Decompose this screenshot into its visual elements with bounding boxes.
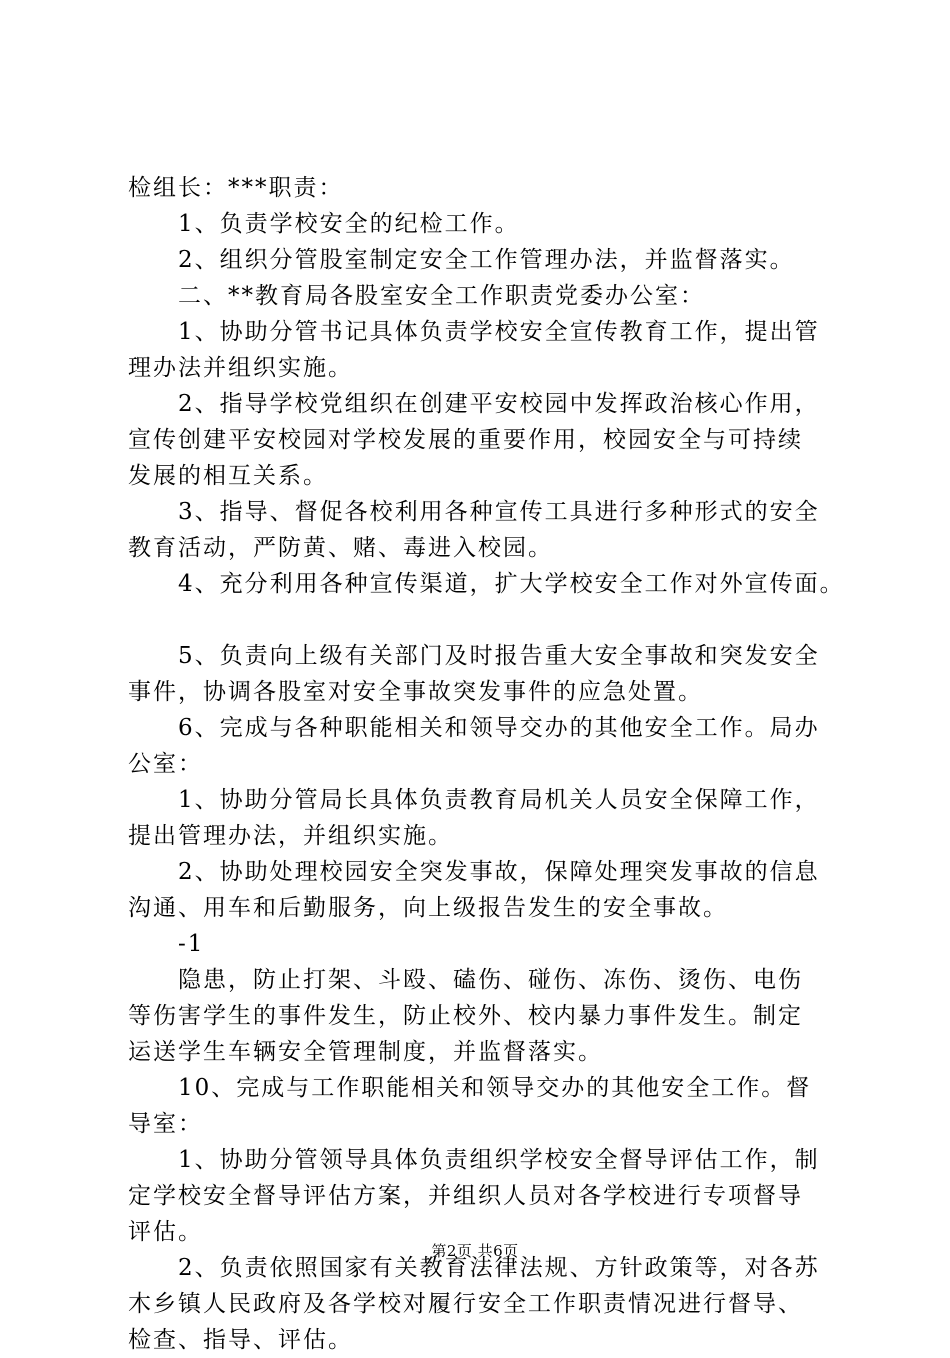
text-line: 运送学生车辆安全管理制度，并监督落实。 xyxy=(128,1039,603,1065)
text-line: 木乡镇人民政府及各学校对履行安全工作职责情况进行督导、 xyxy=(128,1291,803,1317)
document-body xyxy=(128,170,843,1358)
text-line: 导室： xyxy=(128,1111,203,1137)
text-line: 1、协助分管局长具体负责教育局机关人员安全保障工作， xyxy=(178,787,820,813)
text-line: 检组长：***职责： xyxy=(128,175,344,201)
page-marker: -1 xyxy=(178,931,205,957)
text-line: 理办法并组织实施。 xyxy=(128,355,353,381)
text-line: 2、协助处理校园安全突发事故，保障处理突发事故的信息 xyxy=(178,859,820,885)
section-heading: 二、**教育局各股室安全工作职责党委办公室： xyxy=(178,283,705,309)
text-line: 沟通、用车和后勤服务，向上级报告发生的安全事故。 xyxy=(128,895,728,921)
text-line: 5、负责向上级有关部门及时报告重大安全事故和突发安全 xyxy=(178,643,820,669)
text-line: 定学校安全督导评估方案，并组织人员对各学校进行专项督导 xyxy=(128,1183,803,1209)
text-line: 2、指导学校党组织在创建平安校园中发挥政治核心作用， xyxy=(178,391,820,417)
paragraph-gap xyxy=(128,602,843,638)
text-line: 教育活动，严防黄、赌、毒进入校园。 xyxy=(128,535,553,561)
text-line: 宣传创建平安校园对学校发展的重要作用，校园安全与可持续 xyxy=(128,427,803,453)
text-line: 1、负责学校安全的纪检工作。 xyxy=(178,211,520,237)
text-line: 等伤害学生的事件发生，防止校外、校内暴力事件发生。制定 xyxy=(128,1003,803,1029)
text-line: 公室： xyxy=(128,751,203,777)
text-line: 事件，协调各股室对安全事故突发事件的应急处置。 xyxy=(128,679,703,705)
text-line: 隐患，防止打架、斗殴、磕伤、碰伤、冻伤、烫伤、电伤 xyxy=(178,967,803,993)
text-line: 10、完成与工作职能相关和领导交办的其他安全工作。督 xyxy=(178,1075,812,1101)
text-line: 1、协助分管领导具体负责组织学校安全督导评估工作，制 xyxy=(178,1147,820,1173)
text-line: 1、协助分管书记具体负责学校安全宣传教育工作，提出管 xyxy=(178,319,820,345)
text-line: 2、负责依照国家有关教育法律法规、方针政策等，对各苏 xyxy=(178,1255,820,1281)
text-line: 发展的相互关系。 xyxy=(128,463,328,489)
page-footer: 第2页 共6页 xyxy=(431,1242,519,1260)
text-line: 6、完成与各种职能相关和领导交办的其他安全工作。局办 xyxy=(178,715,820,741)
text-line: 评估。 xyxy=(128,1219,203,1245)
text-line: 提出管理办法，并组织实施。 xyxy=(128,823,453,849)
text-line: 3、指导、督促各校利用各种宣传工具进行多种形式的安全 xyxy=(178,499,820,525)
text-line: 2、组织分管股室制定安全工作管理办法，并监督落实。 xyxy=(178,247,795,273)
text-line: 检查、指导、评估。 xyxy=(128,1327,353,1353)
text-line: 4、充分利用各种宣传渠道，扩大学校安全工作对外宣传面。 xyxy=(178,571,845,597)
